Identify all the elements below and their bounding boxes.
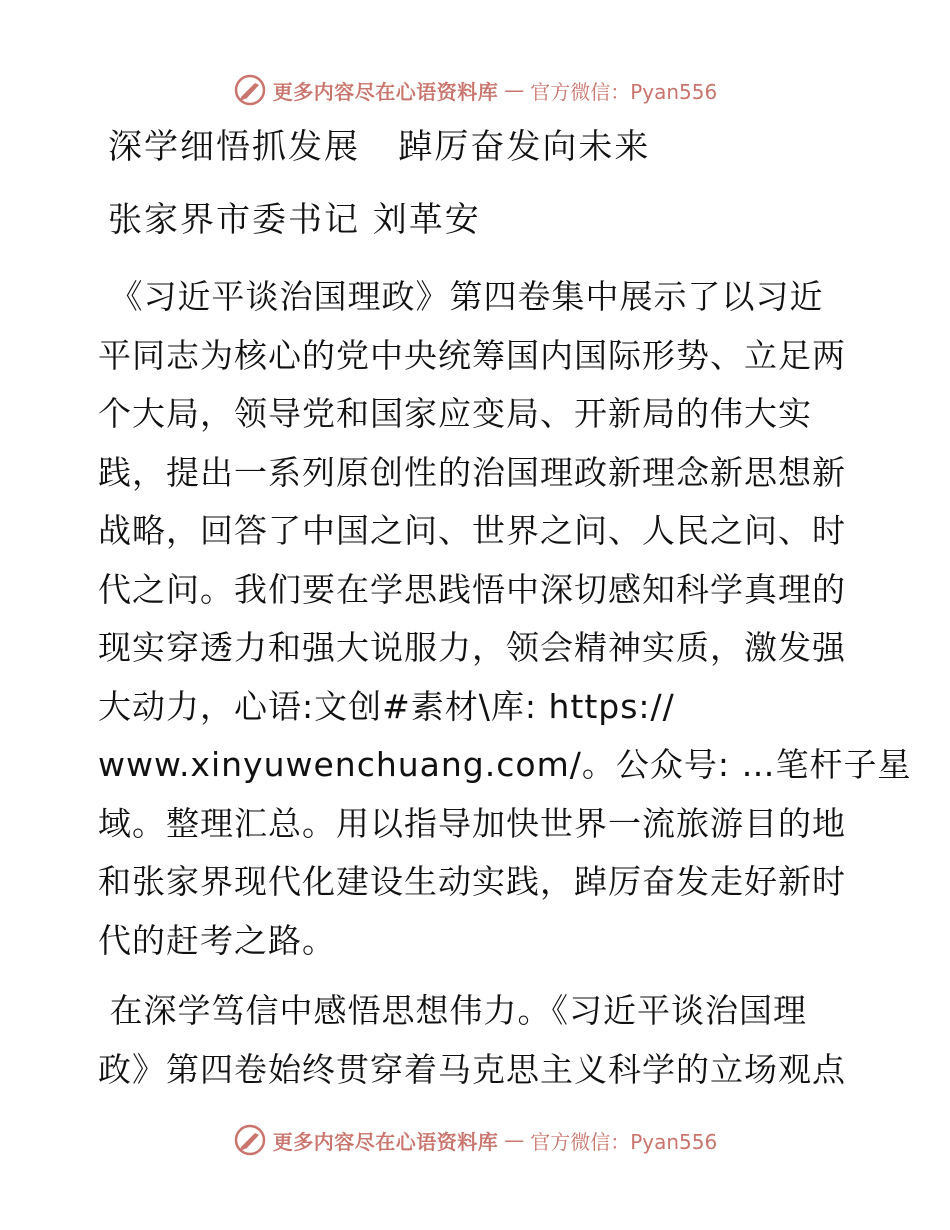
header-banner-separator: —	[504, 78, 525, 102]
footer-banner-separator: —	[504, 1128, 525, 1152]
paragraph-line: 现实穿透力和强大说服力，领会精神实质，激发强	[98, 628, 846, 667]
paragraph-line: 战略，回答了中国之问、世界之问、人民之问、时	[98, 511, 846, 550]
paragraph-line: 政》第四卷始终贯穿着马克思主义科学的立场观点	[98, 1049, 846, 1089]
paragraph-line: 平同志为核心的党中央统筹国内国际形势、立足两	[98, 335, 846, 375]
paragraph-line: 个大局，领导党和国家应变局、开新局的伟大实	[98, 394, 812, 433]
paragraph-line: 代的赶考之路。	[98, 920, 336, 960]
paragraph-line: 和张家界现代化建设生动实践，踔厉奋发走好新时	[98, 862, 846, 901]
paragraph-line: 域。整理汇总。用以指导加快世界一流旅游目的地	[98, 803, 846, 843]
footer-banner	[0, 1120, 950, 1160]
paragraph-line: 践，提出一系列原创性的治国理政新理念新思想新	[98, 452, 846, 492]
paragraph-line: 《习近平谈治国理政》第四卷集中展示了以习近	[98, 277, 824, 316]
paragraph-line: 代之问。我们要在学思践悟中深切感知科学真理的	[98, 569, 846, 609]
paragraph-line: 在深学笃信中感悟思想伟力。《习近平谈治国理	[98, 991, 807, 1030]
article-title: 深学细悟抓发展 踔厉奋发向未来	[108, 127, 651, 167]
header-banner	[0, 70, 950, 110]
article-byline: 张家界市委书记 刘革安	[108, 200, 481, 240]
footer-banner-text: 更多内容尽在心语资料库	[272, 1129, 499, 1154]
paragraph-2	[98, 982, 858, 1099]
paragraph-1	[98, 268, 912, 970]
header-banner-text: 更多内容尽在心语资料库	[272, 79, 499, 104]
paragraph-line: 大动力，心语:文创#素材\库: https://	[98, 686, 675, 726]
header-banner-contact: 官方微信：Pyan556	[530, 79, 718, 104]
paragraph-line: www.xinyuwenchuang.com/。公众号: …笔杆子星	[98, 745, 912, 784]
logo-icon	[233, 73, 267, 107]
logo-icon	[233, 1123, 267, 1157]
footer-banner-contact: 官方微信：Pyan556	[530, 1129, 718, 1154]
